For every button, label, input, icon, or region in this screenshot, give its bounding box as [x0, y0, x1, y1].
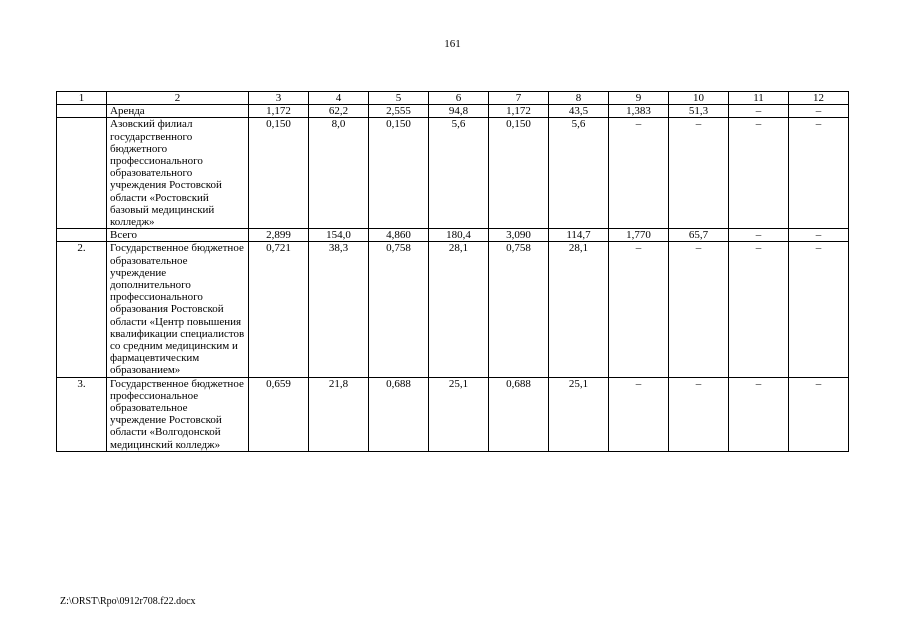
value-cell: 94,8 — [429, 105, 489, 118]
value-cell: 51,3 — [669, 105, 729, 118]
value-cell: – — [609, 377, 669, 451]
value-cell: 154,0 — [309, 229, 369, 242]
value-cell: – — [669, 242, 729, 377]
value-cell: 0,659 — [249, 377, 309, 451]
column-header: 3 — [249, 92, 309, 105]
value-cell: 1,172 — [489, 105, 549, 118]
value-cell: 0,758 — [489, 242, 549, 377]
table-row — [57, 242, 849, 377]
value-cell: – — [789, 242, 849, 377]
column-header: 10 — [669, 92, 729, 105]
value-cell: 0,688 — [369, 377, 429, 451]
value-cell: 43,5 — [549, 105, 609, 118]
table-row — [57, 377, 849, 451]
value-cell: 28,1 — [549, 242, 609, 377]
value-cell: – — [729, 118, 789, 229]
data-table — [56, 91, 849, 452]
value-cell: 180,4 — [429, 229, 489, 242]
value-cell: 1,383 — [609, 105, 669, 118]
value-cell: 4,860 — [369, 229, 429, 242]
column-header: 11 — [729, 92, 789, 105]
value-cell: – — [729, 242, 789, 377]
row-name-cell: Государственное бюджетное образовательное учреждение дополнительного профессионального образования Ростовской области «Центр повышения квалификации специалистов со средним медицинским и фармацевтическим образованием» — [107, 242, 249, 377]
value-cell: – — [609, 242, 669, 377]
column-header: 2 — [107, 92, 249, 105]
value-cell: – — [789, 105, 849, 118]
value-cell: 62,2 — [309, 105, 369, 118]
row-name-cell: Азовский филиал государственного бюджетного профессионального образовательного учреждения Ростовской области «Ростовский базовый медицинский колледж» — [107, 118, 249, 229]
value-cell: 8,0 — [309, 118, 369, 229]
row-number-cell: 2. — [57, 242, 107, 377]
value-cell: 2,555 — [369, 105, 429, 118]
table-header-row — [57, 92, 849, 105]
column-header: 7 — [489, 92, 549, 105]
value-cell: 25,1 — [429, 377, 489, 451]
value-cell: 25,1 — [549, 377, 609, 451]
value-cell: – — [669, 377, 729, 451]
value-cell: – — [789, 377, 849, 451]
value-cell: 2,899 — [249, 229, 309, 242]
column-header: 4 — [309, 92, 369, 105]
value-cell: 38,3 — [309, 242, 369, 377]
row-number-cell — [57, 118, 107, 229]
column-header: 12 — [789, 92, 849, 105]
value-cell: 1,172 — [249, 105, 309, 118]
value-cell: – — [729, 105, 789, 118]
value-cell: 0,758 — [369, 242, 429, 377]
value-cell: – — [669, 118, 729, 229]
value-cell: 1,770 — [609, 229, 669, 242]
value-cell: – — [729, 377, 789, 451]
value-cell: 0,150 — [249, 118, 309, 229]
column-header: 1 — [57, 92, 107, 105]
row-number-cell — [57, 105, 107, 118]
file-path-footer: Z:\ORST\Rpo\0912r708.f22.docx — [60, 596, 196, 607]
value-cell: 0,688 — [489, 377, 549, 451]
row-number-cell: 3. — [57, 377, 107, 451]
value-cell: 114,7 — [549, 229, 609, 242]
value-cell: 5,6 — [549, 118, 609, 229]
row-number-cell — [57, 229, 107, 242]
value-cell: – — [789, 229, 849, 242]
table-row — [57, 229, 849, 242]
row-name-cell: Всего — [107, 229, 249, 242]
row-name-cell: Государственное бюджетное профессиональное образовательное учреждение Ростовской области «Волгодонской медицинский колледж» — [107, 377, 249, 451]
value-cell: – — [789, 118, 849, 229]
value-cell: 0,150 — [369, 118, 429, 229]
value-cell: 0,721 — [249, 242, 309, 377]
value-cell: 0,150 — [489, 118, 549, 229]
value-cell: 3,090 — [489, 229, 549, 242]
value-cell: 65,7 — [669, 229, 729, 242]
value-cell: 21,8 — [309, 377, 369, 451]
column-header: 8 — [549, 92, 609, 105]
table-row — [57, 118, 849, 229]
column-header: 5 — [369, 92, 429, 105]
value-cell: – — [729, 229, 789, 242]
column-header: 6 — [429, 92, 489, 105]
value-cell: – — [609, 118, 669, 229]
row-name-cell: Аренда — [107, 105, 249, 118]
column-header: 9 — [609, 92, 669, 105]
page-number: 161 — [444, 38, 461, 50]
table-row — [57, 105, 849, 118]
value-cell: 28,1 — [429, 242, 489, 377]
value-cell: 5,6 — [429, 118, 489, 229]
